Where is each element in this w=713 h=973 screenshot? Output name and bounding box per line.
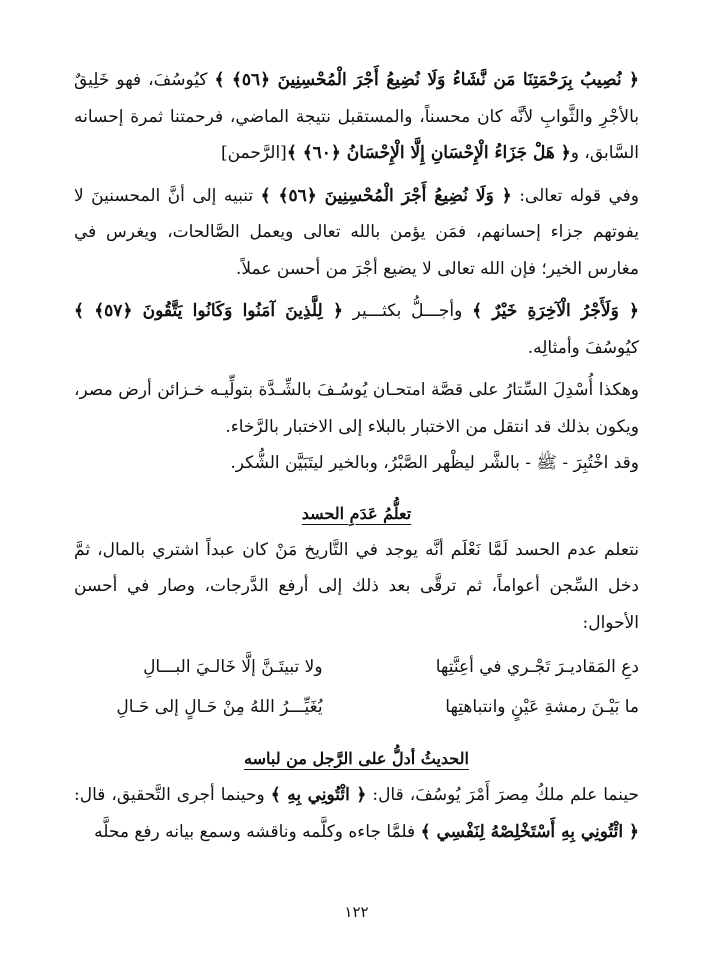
quran-verse: ﴿ ائْتُونِي بِهِ ﴾ xyxy=(270,785,367,805)
quran-verse: ﴿ وَلَا نُضِيعُ أَجْرَ الْمُحْسِنِينَ ﴿٥٦﴾ ﴾ xyxy=(260,185,512,206)
paragraph-2 xyxy=(74,178,639,288)
quran-verse: ﴿ هَلْ جَزَاءُ الْإِحْسَانِ إِلَّا الْإِحْسَانُ ﴿٦٠﴾ ﴾ xyxy=(286,143,571,163)
quran-verse: ﴿ ائْتُونِي بِهِ أَسْتَخْلِصْهُ لِنَفْسِي ﴾ xyxy=(420,821,639,842)
text-run: فلمَّا جاءه وكلَّمه وناقشه وسمع بيانه رفع محلَّه xyxy=(94,821,421,842)
quran-verse: ﴿ وَلَأَجْرُ الْآخِرَةِ خَيْرٌ ﴾ xyxy=(472,301,639,321)
section-heading-2: الحديثُ أدلُّ على الرَّجل من لباسه xyxy=(244,749,469,768)
quran-verse: ﴿ لِلَّذِينَ آمَنُوا وَكَانُوا يَتَّقُونَ ﴿٥٧﴾ ﴾ xyxy=(74,301,343,321)
paragraph-5: وقد اخْتُبِرَ - ﷺ - بالشَّر ليظْهر الصَّبْرُ، وبالخير ليتَبَيَّن الشُّكر. xyxy=(230,453,639,473)
hemistich-first: دعِ المَقاديـرَ تَجْـري في أعِنَّتِها xyxy=(435,657,639,677)
paragraph-3 xyxy=(74,293,639,366)
text-run: تنبيه إلى أنَّ المحسنينَ لا يفوتهم جزاء إحسانهم، فمَن يؤمن بالله تعالى ويعمل الصَّالحات، ويغرس في مغارس الخير؛ فإن الله تعالى لا يضيع أجْرَ من أحسن عملاً. xyxy=(74,185,639,279)
hemistich-first: ما بَيْـنَ رمشةِ عَيْنٍ وانتباهتِها xyxy=(445,697,639,717)
paragraph-4: وهكذا أُسْدِلَ السِّتارُ على قصَّة امتحـان يُوسُـفَ بالشِّـدَّة بتولِّيـه خـزائن أرض مصر، ويكون بذلك قد انتقل من الاختبار بالبلاء إلى الاختبار بالرَّخاء. xyxy=(74,380,639,437)
poem-verse-1 xyxy=(74,647,639,687)
page-content xyxy=(74,62,639,850)
poem-verse-2 xyxy=(74,687,639,727)
text-run: وحينما أجرى التَّحقيق، قال: xyxy=(74,785,271,805)
text-run: كيُوسُفَ وأمثالِه. xyxy=(527,337,639,358)
surah-reference: [الرَّحمن] xyxy=(220,143,287,163)
paragraph-7 xyxy=(74,777,639,850)
poem xyxy=(74,647,639,727)
text-run: وفي قوله تعالى: xyxy=(511,185,639,206)
hemistich-second: ولا تبيتَـنَّ إلَّا خَالـيَ البـــالِ xyxy=(143,657,323,677)
hemistich-second: يُغَيِّـــرُ اللهُ مِنْ حَـالٍ إلى حَـالِ xyxy=(116,697,323,717)
text-run: حينما علم ملكُ مِصرَ أَمْرَ يُوسُفَ، قال: xyxy=(366,785,639,805)
page-number: ١٢٢ xyxy=(344,903,369,921)
quran-verse: ﴿ نُصِيبُ بِرَحْمَتِنَا مَن نَّشَاءُ وَلَا نُضِيعُ أَجْرَ الْمُحْسِنِينَ ﴿٥٦﴾ ﴾ xyxy=(214,70,640,90)
section-heading-1: تعلُّمُ عَدَمِ الحسد xyxy=(301,503,412,523)
paragraph-6: نتعلم عدم الحسد لَمَّا نَعْلَم أنَّه يوجد في التَّاريخ مَنْ كان عبداً اشتري بالمال، ثمَّ دخل السِّجن أعواماً، ثم ترقَّى بعد ذلك إلى أرفع الدَّرجات، وصار في أحسن الأحوال: xyxy=(74,539,639,633)
paragraph-1 xyxy=(74,62,639,172)
text-run: كيُوسُفَ، فهو خَلِيقٌ بالأجْرِ والثَّوابِ لأنَّه كان محسناً، والمستقبل نتيجة الماضي، فرحمتنا ثمرة إحسانه السَّابق، و xyxy=(74,70,639,163)
text-run: وأجـــلُّ بكثـــير xyxy=(342,301,473,321)
